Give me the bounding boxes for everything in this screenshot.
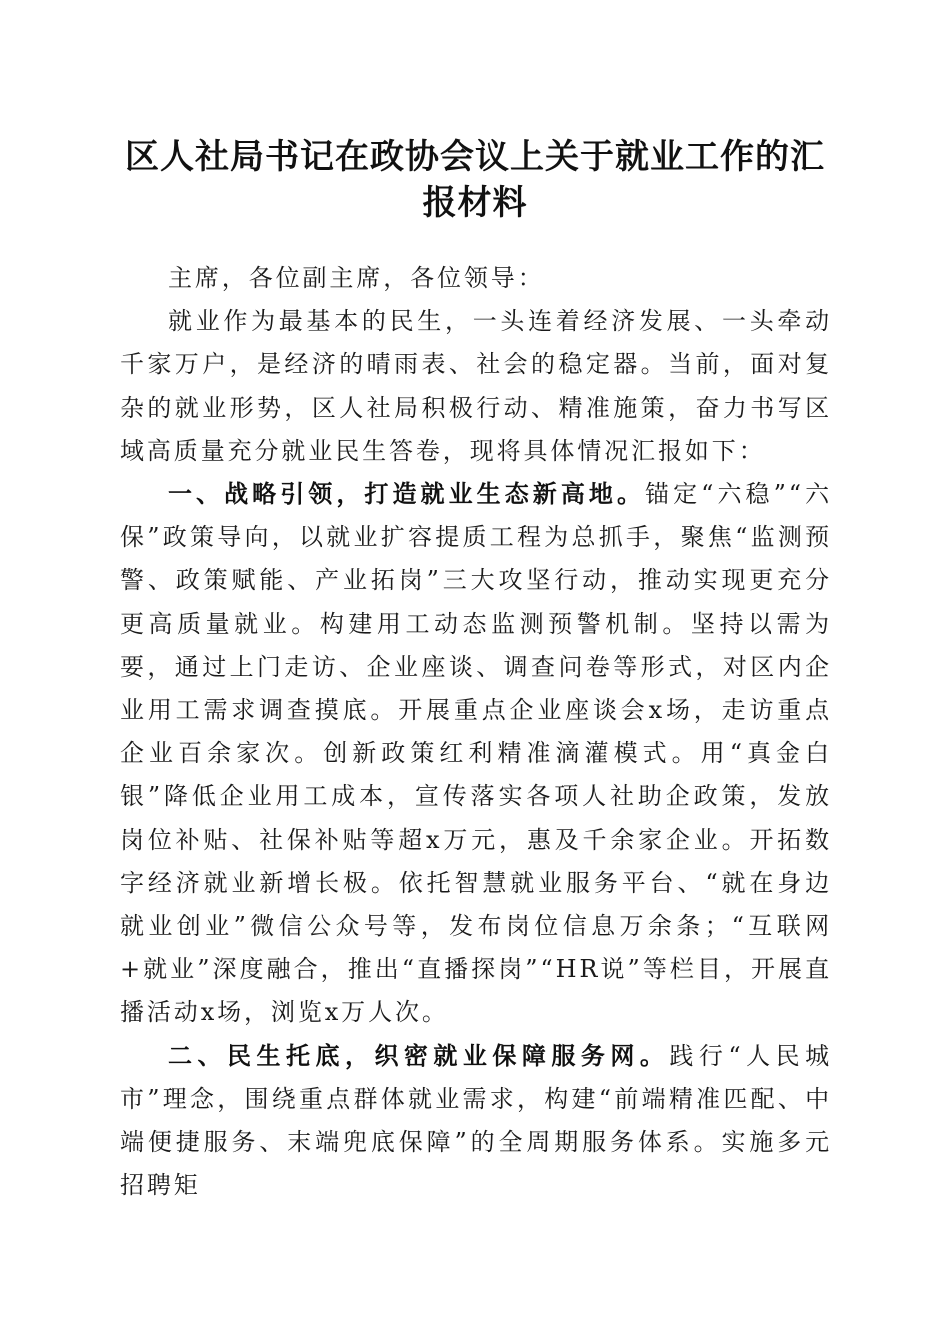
document-title: 区人社局书记在政协会议上关于就业工作的汇报材料	[125, 137, 825, 223]
section-two-paragraph	[120, 1035, 832, 1208]
intro-paragraph-text: 就业作为最基本的民生，一头连着经济发展、一头牵动千家万户，是经济的晴雨表、社会的稳定器。当前，面对复杂的就业形势，区人社局积极行动、精准施策，奋力书写区域高质量充分就业民生答卷，现将具体情况汇报如下：	[120, 307, 832, 465]
document-body	[120, 257, 832, 1207]
salutation: 主席，各位副主席，各位领导：	[168, 264, 545, 292]
section-one-text: 锚定“六稳”“六保”政策导向，以就业扩容提质工程为总抓手，聚焦“监测预警、政策赋能、产业拓岗”三大攻坚行动，推动实现更充分更高质量就业。构建用工动态监测预警机制。坚持以需为要，通过上门走访、企业座谈、调查问卷等形式，对区内企业用工需求调查摸底。开展重点企业座谈会x场，走访重点企业百余家次。创新政策红利精准滴灌模式。用“真金白银”降低企业用工成本，宣传落实各项人社助企政策，发放岗位补贴、社保补贴等超x万元，惠及千余家企业。开拓数字经济就业新增长极。依托智慧就业服务平台、“就在身边就业创业”微信公众号等，发布岗位信息万余条；“互联网+就业”深度融合，推出“直播探岗”“HR说”等栏目，开展直播活动x场，浏览x万人次。	[120, 480, 832, 1027]
section-one-heading: 一、战略引领，打造就业生态新高地。	[168, 480, 646, 509]
section-two-text: 践行“人民城市”理念，围绕重点群体就业需求，构建“前端精准匹配、中端便捷服务、末端兜底保障”的全周期服务体系。实施多元招聘矩	[120, 1041, 832, 1200]
intro-paragraph	[120, 300, 832, 473]
section-one-paragraph	[120, 473, 832, 1035]
section-two-heading: 二、民生托底，织密就业保障服务网。	[168, 1041, 670, 1070]
